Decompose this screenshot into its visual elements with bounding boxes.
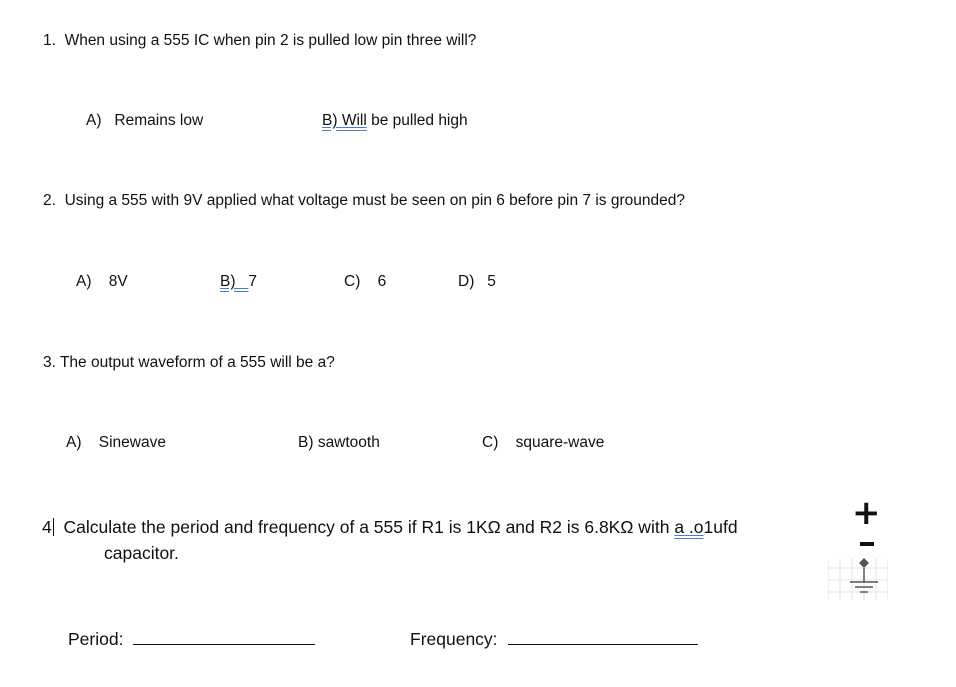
option-text: 6 xyxy=(377,273,387,290)
q1-option-b[interactable] xyxy=(322,112,468,130)
text-cursor xyxy=(53,518,54,536)
option-letter: A) xyxy=(66,434,82,451)
question-3 xyxy=(43,354,335,372)
period-blank[interactable] xyxy=(133,628,315,645)
question-2 xyxy=(43,192,685,210)
minus-icon xyxy=(860,542,874,546)
question-4[interactable] xyxy=(42,517,738,538)
question-3-text: The output waveform of a 555 will be a? xyxy=(59,354,335,371)
q3-option-a[interactable] xyxy=(66,434,166,452)
question-4-text: Calculate the period and frequency of a 555 if R1 is 1KΩ and R2 is 6.8KΩ with xyxy=(63,517,670,537)
q2-option-d[interactable] xyxy=(458,273,496,291)
option-letter: B) xyxy=(220,273,236,290)
question-4-underlined-text: a .o xyxy=(674,517,704,537)
question-2-text: Using a 555 with 9V applied what voltage must be seen on pin 6 before pin 7 is grounded? xyxy=(64,192,685,209)
frequency-blank[interactable] xyxy=(508,628,698,645)
question-1-text: When using a 555 IC when pin 2 is pulled low pin three will? xyxy=(64,32,477,49)
option-text: square-wave xyxy=(515,434,605,451)
q3-option-c[interactable] xyxy=(482,434,604,452)
plus-icon: + xyxy=(852,493,881,533)
option-text: 5 xyxy=(487,273,496,290)
question-3-number: 3. xyxy=(43,354,56,371)
option-text: Sinewave xyxy=(98,434,166,451)
question-1-number: 1. xyxy=(43,32,56,49)
option-letter: C) xyxy=(482,434,499,451)
option-letter: B) xyxy=(298,434,314,451)
frequency-answer[interactable] xyxy=(410,628,698,650)
question-1 xyxy=(43,32,476,50)
frequency-label: Frequency: xyxy=(410,629,498,649)
option-text: 7 xyxy=(248,273,258,290)
q3-option-b[interactable] xyxy=(298,434,380,452)
q2-option-a[interactable] xyxy=(76,273,128,291)
option-letter: A) xyxy=(86,112,102,129)
q1-option-a[interactable] xyxy=(86,112,203,130)
q2-option-c[interactable] xyxy=(344,273,386,291)
question-4-number: 4 xyxy=(42,517,52,537)
q2-option-b[interactable] xyxy=(220,273,257,291)
period-answer[interactable] xyxy=(68,628,315,650)
period-label: Period: xyxy=(68,629,124,649)
option-letter: D) xyxy=(458,273,475,290)
question-2-number: 2. xyxy=(43,192,56,209)
ground-symbol-icon xyxy=(828,558,888,600)
option-letter: C) xyxy=(344,273,361,290)
option-text: Remains low xyxy=(114,112,204,129)
option-letter: A) xyxy=(76,273,92,290)
option-text: sawtooth xyxy=(317,434,380,451)
option-text: be pulled high xyxy=(371,112,468,129)
option-text: 8V xyxy=(108,273,128,290)
question-4-line2: capacitor. xyxy=(104,543,179,563)
question-4-text-end: 1ufd xyxy=(703,517,738,537)
option-letter: B) Will xyxy=(322,112,367,129)
